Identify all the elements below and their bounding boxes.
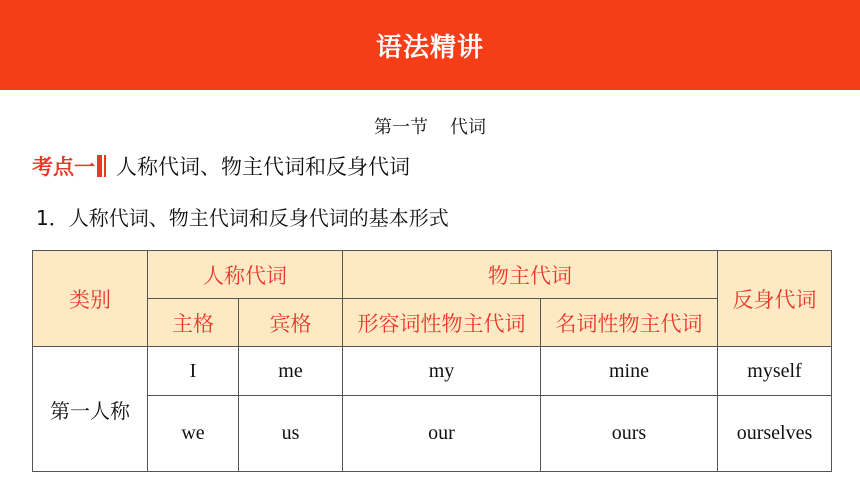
header-object-case: 宾格 xyxy=(239,299,343,347)
pronoun-table xyxy=(32,250,832,472)
bar-marker-icon xyxy=(97,155,108,177)
cell-subject: I xyxy=(148,347,239,396)
header-personal-pronoun: 人称代词 xyxy=(148,251,343,299)
header-category: 类别 xyxy=(33,251,148,347)
header-banner xyxy=(0,0,860,90)
row-label-first-person: 第一人称 xyxy=(33,347,148,472)
table-row xyxy=(33,347,832,396)
cell-adjective-possessive: my xyxy=(343,347,541,396)
key-point-heading xyxy=(32,151,410,181)
sub-title: 1．人称代词、物主代词和反身代词的基本形式 xyxy=(36,206,449,230)
banner-title: 语法精讲 xyxy=(375,32,484,63)
cell-noun-possessive: ours xyxy=(541,396,718,472)
header-possessive-pronoun: 物主代词 xyxy=(343,251,718,299)
cell-noun-possessive: mine xyxy=(541,347,718,396)
key-point-text: 人称代词、物主代词和反身代词 xyxy=(116,155,410,179)
key-point-label: 考点一 xyxy=(32,155,95,179)
section-topic: 代词 xyxy=(450,117,486,138)
cell-reflexive: ourselves xyxy=(718,396,832,472)
cell-subject: we xyxy=(148,396,239,472)
header-subject-case: 主格 xyxy=(148,299,239,347)
table-row xyxy=(33,396,832,472)
cell-object: us xyxy=(239,396,343,472)
cell-object: me xyxy=(239,347,343,396)
section-number: 第一节 xyxy=(374,117,428,138)
cell-adjective-possessive: our xyxy=(343,396,541,472)
section-title xyxy=(0,113,860,139)
header-noun-possessive: 名词性物主代词 xyxy=(541,299,718,347)
header-adjective-possessive: 形容词性物主代词 xyxy=(343,299,541,347)
header-reflexive-pronoun: 反身代词 xyxy=(718,251,832,347)
cell-reflexive: myself xyxy=(718,347,832,396)
